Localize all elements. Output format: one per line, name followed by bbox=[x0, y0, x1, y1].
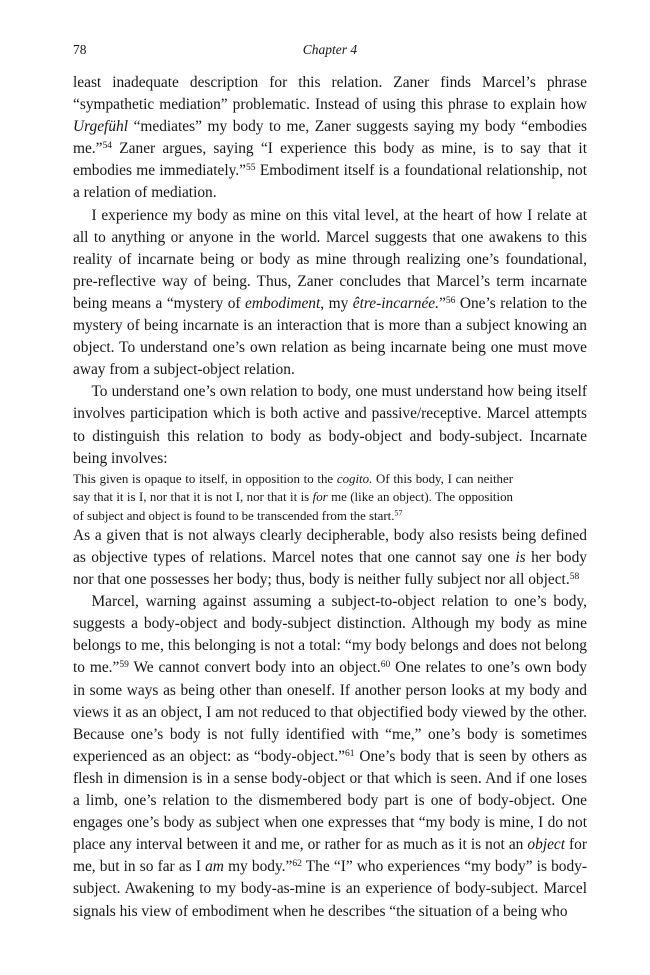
italic-text: être-incarnée. bbox=[352, 294, 439, 312]
italic-text: cogito. bbox=[336, 471, 373, 486]
text-run: The “I” who experiences “my body” is body-subject. Awakening to my body-as-mine is an experience of body-subject. Marcel signals his view of embodiment when he describes “the situation of a being who bbox=[73, 858, 588, 920]
footnote-ref: 56 bbox=[445, 294, 456, 306]
footnote-ref: 62 bbox=[292, 858, 302, 870]
footnote-ref: 54 bbox=[102, 140, 113, 152]
text-run: As a given that is not always clearly decipherable, body also resists being defined as objective types of relations. Marcel notes that one cannot say one bbox=[73, 526, 587, 566]
text-run: me (like an object). The opposition of subject and object is found to be transcended from the start. bbox=[73, 490, 513, 523]
page-number: 78 bbox=[73, 42, 87, 57]
block-quote bbox=[73, 470, 513, 525]
paragraph bbox=[73, 72, 587, 205]
text-run: her body nor that one possesses her body; thus, body is neither fully subject nor all object. bbox=[73, 549, 587, 589]
text-run: This given is opaque to itself, in opposition to the bbox=[73, 471, 337, 486]
page-header bbox=[73, 42, 587, 64]
running-head: Chapter 4 bbox=[302, 42, 358, 57]
text-run: To understand one’s own relation to body, one must understand how being itself involves participation which is both active and passive/receptive. Marcel attempts to distinguish this relation to body as body-object and body-subject. Incarnate being involves: bbox=[73, 383, 587, 467]
footnote-ref: 57 bbox=[394, 508, 403, 518]
text-run: We cannot convert body into an object. bbox=[128, 659, 381, 677]
text-run: Marcel, warning against assuming a subject-to-object relation to one’s body, suggests a body-object and body-subject distinction. Although my body as mine belongs to me, this belonging is not a total: “my body belongs and does not belong to me.” bbox=[73, 593, 587, 677]
text-run: ” bbox=[438, 294, 446, 312]
text-run: Of this body, I can neither say that it is I, nor that it is not I, nor that it is bbox=[73, 471, 513, 505]
italic-text: Urgefühl bbox=[73, 118, 129, 136]
text-run: my body.” bbox=[223, 858, 293, 876]
paragraph bbox=[73, 525, 587, 591]
text-run: Zaner argues, saying “I experience this body as mine, is to say that it embodies me immediately.” bbox=[73, 140, 587, 180]
body-text bbox=[73, 72, 587, 923]
italic-text: am bbox=[205, 858, 224, 876]
text-run: I experience my body as mine on this vital level, at the heart of how I relate at all to anything or anyone in the world. Marcel suggests that one awakens to this reality of incarnate being or body as mine through realizing one’s foundational, pre-reflective way of being. Thus, Zaner concludes that Marcel’s term incarnate being means a “mystery of bbox=[73, 206, 587, 312]
paragraph bbox=[73, 591, 587, 922]
footnote-ref: 61 bbox=[344, 747, 355, 759]
paragraph bbox=[73, 381, 587, 469]
text-run: One’s relation to the mystery of being incarnate is an interaction that is more than a subject knowing an object. To understand one’s own relation as being incarnate being one must move away from a subject-object relation. bbox=[73, 294, 587, 379]
footnote-ref: 60 bbox=[380, 659, 391, 671]
text-run: , my bbox=[320, 294, 353, 312]
footnote-ref: 55 bbox=[246, 162, 256, 174]
text-run: Embodiment itself is a foundational relationship, not a relation of mediation. bbox=[73, 162, 588, 202]
text-run: for me, but in so far as I bbox=[73, 836, 588, 876]
footnote-ref: 58 bbox=[569, 570, 580, 582]
italic-text: for bbox=[312, 490, 328, 505]
italic-text: is bbox=[515, 549, 526, 566]
text-run: “mediates” my body to me, Zaner suggests saying my body “embodies me.” bbox=[73, 118, 587, 158]
text-run: One’s body that is seen by others as flesh in dimension is in a sense body-object or that which is seen. And if one loses a limb, one’s relation to the dismembered body part is one of body-object. One engages one’s body as subject when one expresses that “my body is mine, I do not place any interval between it and me, or rather for as much as it is not an bbox=[73, 747, 587, 854]
italic-text: embodiment bbox=[245, 294, 321, 312]
paragraph bbox=[73, 205, 587, 382]
italic-text: object bbox=[527, 836, 566, 854]
footnote-ref: 59 bbox=[119, 659, 129, 671]
text-run: One relates to one’s own body in some ways as being other than oneself. If another person looks at my body and views it as an object, I am not reduced to that objectified body viewed by the other. Because one’s body is not fully identified with “me,” one’s body is sometimes experienced as an object: as “body-object.” bbox=[73, 659, 587, 765]
text-run: least inadequate description for this relation. Zaner finds Marcel’s phrase “sympathetic mediation” problematic. Instead of using this phrase to explain how bbox=[73, 74, 587, 114]
